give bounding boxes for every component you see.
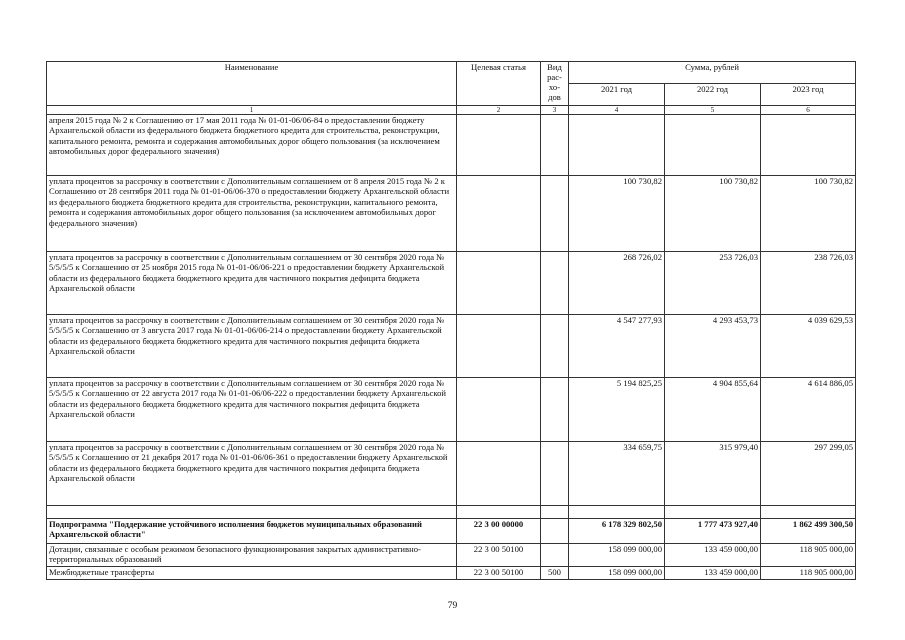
cell-name: Дотации, связанные с особым режимом безопасного функционирования закрытых административно-территориальных образований: [47, 544, 457, 567]
column-number-5: 5: [665, 106, 761, 115]
cell-sum-2022: 4 904 855,64: [665, 378, 761, 442]
table-row: [47, 567, 856, 580]
cell-sum-2023: 4 614 886,05: [761, 378, 856, 442]
header-year-2023: 2023 год: [761, 84, 856, 106]
header-expense-type: Вид рас- хо- дов: [541, 62, 569, 106]
cell-name: уплата процентов за рассрочку в соответствии с Дополнительным соглашением от 30 сентября 2020 года № 5/5/5/5 к Соглашению от 25 ноября 2015 года № 01-01-06/06-221 о предоставлении бюджету Архангельской области из федерального бюджета бюджетного кредита для частичного покрытия дефицита бюджета Архангельской области: [47, 252, 457, 315]
cell-sum-2023: 4 039 629,53: [761, 315, 856, 378]
cell-sum-2023: 100 730,82: [761, 176, 856, 252]
cell-expense-type: [541, 506, 569, 519]
cell-name: [47, 506, 457, 519]
cell-sum-2022: [665, 506, 761, 519]
page-number: 79: [447, 601, 458, 611]
cell-sum-2021: [569, 506, 665, 519]
table-body: [47, 115, 856, 580]
header-target-article: Целевая статья: [457, 62, 541, 106]
cell-sum-2021: 334 659,75: [569, 442, 665, 506]
cell-name: уплата процентов за рассрочку в соответствии с Дополнительным соглашением от 30 сентября 2020 года № 5/5/5/5 к Соглашению от 3 августа 2017 года № 01-01-06/06-214 о предоставлении бюджету Архангельской области из федерального бюджета бюджетного кредита для частичного покрытия дефицита бюджета Архангельской области: [47, 315, 457, 378]
table-row: [47, 252, 856, 315]
cell-target-article: [457, 252, 541, 315]
header-year-2022: 2022 год: [665, 84, 761, 106]
cell-sum-2021: 158 099 000,00: [569, 567, 665, 580]
cell-sum-2023: [761, 115, 856, 176]
cell-target-article: 22 3 00 00000: [457, 519, 541, 544]
cell-sum-2023: 118 905 000,00: [761, 567, 856, 580]
cell-sum-2023: 118 905 000,00: [761, 544, 856, 567]
cell-expense-type: [541, 252, 569, 315]
column-number-3: 3: [541, 106, 569, 115]
cell-sum-2021: 5 194 825,25: [569, 378, 665, 442]
table-row: [47, 378, 856, 442]
cell-expense-type: [541, 519, 569, 544]
cell-sum-2022: 4 293 453,73: [665, 315, 761, 378]
cell-name: уплата процентов за рассрочку в соответствии с Дополнительным соглашением от 8 апреля 2015 года № 2 к Соглашению от 28 сентября 2011 года № 01-01-06/06-370 о предоставлении бюджету Архангельской области из федерального бюджета бюджетного кредита для строительства, реконструкции, капитального ремонта, ремонта и содержания автомобильных дорог общего пользования (за исключением автомобильных дорог федерального значения): [47, 176, 457, 252]
budget-table: [46, 61, 856, 580]
column-number-2: 2: [457, 106, 541, 115]
column-number-4: 4: [569, 106, 665, 115]
cell-sum-2022: 133 459 000,00: [665, 567, 761, 580]
cell-name: Межбюджетные трансферты: [47, 567, 457, 580]
cell-sum-2022: 253 726,03: [665, 252, 761, 315]
cell-target-article: 22 3 00 50100: [457, 567, 541, 580]
cell-sum-2022: 100 730,82: [665, 176, 761, 252]
cell-sum-2021: 268 726,02: [569, 252, 665, 315]
header-sum: Сумма, рублей: [569, 62, 856, 84]
cell-expense-type: [541, 544, 569, 567]
cell-name: уплата процентов за рассрочку в соответствии с Дополнительным соглашением от 30 сентября 2020 года № 5/5/5/5 к Соглашению от 22 августа 2017 года № 01-01-06/06-222 о предоставлении бюджету Архангельской области из федерального бюджета бюджетного кредита для частичного покрытия дефицита бюджета Архангельской области: [47, 378, 457, 442]
table-row: [47, 315, 856, 378]
table-row: [47, 176, 856, 252]
cell-target-article: [457, 115, 541, 176]
cell-name: уплата процентов за рассрочку в соответствии с Дополнительным соглашением от 30 сентября 2020 года № 5/5/5/5 к Соглашению от 21 декабря 2017 года № 01-01-06/06-361 о предоставлении бюджету Архангельской области из федерального бюджета бюджетного кредита для частичного покрытия дефицита бюджета Архангельской области: [47, 442, 457, 506]
cell-expense-type: [541, 442, 569, 506]
cell-sum-2023: 297 299,05: [761, 442, 856, 506]
column-number-6: 6: [761, 106, 856, 115]
column-number-1: 1: [47, 106, 457, 115]
table-row: [47, 506, 856, 519]
cell-sum-2021: 6 178 329 802,50: [569, 519, 665, 544]
cell-sum-2021: 4 547 277,93: [569, 315, 665, 378]
cell-target-article: 22 3 00 50100: [457, 544, 541, 567]
cell-sum-2022: 1 777 473 927,40: [665, 519, 761, 544]
cell-target-article: [457, 442, 541, 506]
header-name: Наименование: [47, 62, 457, 106]
cell-sum-2022: [665, 115, 761, 176]
cell-sum-2021: [569, 115, 665, 176]
cell-sum-2022: 133 459 000,00: [665, 544, 761, 567]
cell-expense-type: [541, 115, 569, 176]
table-row: [47, 442, 856, 506]
cell-sum-2023: [761, 506, 856, 519]
cell-target-article: [457, 315, 541, 378]
cell-expense-type: [541, 315, 569, 378]
cell-sum-2021: 158 099 000,00: [569, 544, 665, 567]
cell-target-article: [457, 176, 541, 252]
table-row: [47, 115, 856, 176]
cell-sum-2023: 238 726,03: [761, 252, 856, 315]
cell-target-article: [457, 506, 541, 519]
cell-name: апреля 2015 года № 2 к Соглашению от 17 мая 2011 года № 01-01-06/06-84 о предоставлении бюджету Архангельской области из федерального бюджета бюджетного кредита для строительства, реконструкции, капитального ремонта, ремонта и содержания автомобильных дорог общего пользования (за исключением автомобильных дорог федерального значения): [47, 115, 457, 176]
cell-expense-type: 500: [541, 567, 569, 580]
cell-sum-2023: 1 862 499 300,50: [761, 519, 856, 544]
cell-expense-type: [541, 378, 569, 442]
table-row: [47, 544, 856, 567]
cell-target-article: [457, 378, 541, 442]
table-row: [47, 519, 856, 544]
cell-name: Подпрограмма "Поддержание устойчивого исполнения бюджетов муниципальных образований Архангельской области": [47, 519, 457, 544]
cell-sum-2021: 100 730,82: [569, 176, 665, 252]
header-year-2021: 2021 год: [569, 84, 665, 106]
cell-sum-2022: 315 979,40: [665, 442, 761, 506]
cell-expense-type: [541, 176, 569, 252]
